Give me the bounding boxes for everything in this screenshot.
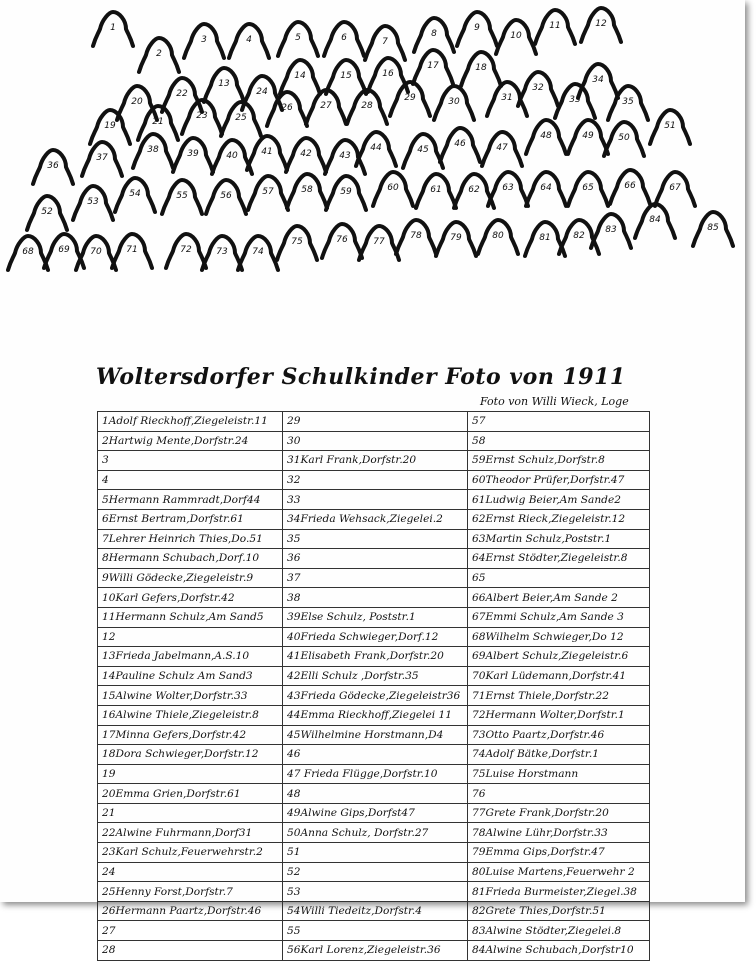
silhouette-number: 14 xyxy=(294,71,306,81)
table-row xyxy=(98,451,650,471)
silhouette-number: 73 xyxy=(216,247,228,257)
table-row xyxy=(98,666,650,686)
silhouette-59 xyxy=(326,176,366,210)
silhouette-number: 11 xyxy=(549,21,561,31)
silhouette-68 xyxy=(8,236,48,270)
table-row xyxy=(98,705,650,725)
silhouette-number: 41 xyxy=(261,147,273,157)
silhouette-79 xyxy=(436,222,476,256)
silhouette-6 xyxy=(324,22,364,56)
table-cell: 50Anna Schulz, Dorfstr.27 xyxy=(283,823,468,843)
table-cell: 75Luise Horstmann xyxy=(468,764,650,784)
silhouette-47 xyxy=(482,132,522,166)
table-row xyxy=(98,823,650,843)
silhouette-11 xyxy=(535,10,575,44)
silhouette-23 xyxy=(182,100,222,134)
table-cell: 36 xyxy=(283,549,468,569)
silhouette-number: 23 xyxy=(196,111,208,121)
silhouette-20 xyxy=(117,86,157,120)
silhouette-1 xyxy=(93,12,133,46)
silhouette-54 xyxy=(115,178,155,212)
table-row xyxy=(98,647,650,667)
table-cell: 57 xyxy=(468,412,650,432)
silhouette-number: 8 xyxy=(431,29,437,39)
table-cell: 82Grete Thies,Dorfstr.51 xyxy=(468,901,650,921)
silhouette-number: 33 xyxy=(569,95,581,105)
silhouette-number: 49 xyxy=(582,131,594,141)
silhouette-number: 59 xyxy=(340,187,352,197)
silhouette-76 xyxy=(322,224,362,258)
silhouette-83 xyxy=(591,214,631,248)
silhouette-46 xyxy=(440,128,480,162)
silhouette-number: 75 xyxy=(291,237,303,247)
silhouette-number: 61 xyxy=(430,185,442,195)
table-row xyxy=(98,588,650,608)
table-cell: 45Wilhelmine Horstmann,D4 xyxy=(283,725,468,745)
table-row xyxy=(98,686,650,706)
silhouette-number: 21 xyxy=(152,117,164,127)
silhouette-9 xyxy=(457,12,497,46)
table-cell: 83Alwine Stödter,Ziegelei.8 xyxy=(468,921,650,941)
silhouette-number: 38 xyxy=(147,145,159,155)
silhouette-number: 54 xyxy=(129,189,141,199)
table-row xyxy=(98,882,650,902)
table-row xyxy=(98,568,650,588)
table-cell: 31Karl Frank,Dorfstr.20 xyxy=(283,451,468,471)
silhouette-number: 74 xyxy=(252,247,264,257)
silhouette-number: 44 xyxy=(370,143,382,153)
table-cell: 5Hermann Rammradt,Dorf44 xyxy=(98,490,283,510)
silhouette-number: 10 xyxy=(510,31,522,41)
table-cell: 53 xyxy=(283,882,468,902)
silhouette-number: 35 xyxy=(622,97,634,107)
table-cell: 11Hermann Schulz,Am Sand5 xyxy=(98,607,283,627)
table-cell: 4 xyxy=(98,470,283,490)
silhouette-number: 64 xyxy=(540,183,552,193)
silhouette-55 xyxy=(162,180,202,214)
silhouette-17 xyxy=(413,50,453,84)
page-title: Woltersdorfer Schulkinder Foto von 1911 xyxy=(96,364,626,390)
table-cell: 65 xyxy=(468,568,650,588)
table-cell: 1Adolf Rieckhoff,Ziegeleistr.11 xyxy=(98,412,283,432)
silhouette-12 xyxy=(581,8,621,42)
table-cell: 13Frieda Jabelmann,A.S.10 xyxy=(98,647,283,667)
table-cell: 69Albert Schulz,Ziegeleistr.6 xyxy=(468,647,650,667)
silhouette-number: 51 xyxy=(664,121,676,131)
silhouette-number: 27 xyxy=(320,101,332,111)
table-cell: 10Karl Gefers,Dorfstr.42 xyxy=(98,588,283,608)
table-cell: 49Alwine Gips,Dorfst47 xyxy=(283,803,468,823)
table-cell: 80Luise Martens,Feuerwehr 2 xyxy=(468,862,650,882)
roster-table xyxy=(97,411,650,961)
photo-credit: Foto von Willi Wieck, Loge xyxy=(480,395,629,408)
table-cell: 17Minna Gefers,Dorfstr.42 xyxy=(98,725,283,745)
table-row xyxy=(98,921,650,941)
silhouette-number: 63 xyxy=(502,183,514,193)
silhouette-number: 76 xyxy=(336,235,348,245)
table-cell: 21 xyxy=(98,803,283,823)
table-cell: 25Henny Forst,Dorfstr.7 xyxy=(98,882,283,902)
table-row xyxy=(98,941,650,961)
table-row xyxy=(98,490,650,510)
silhouette-73 xyxy=(202,236,242,270)
table-cell: 16Alwine Thiele,Ziegeleistr.8 xyxy=(98,705,283,725)
table-cell: 63Martin Schulz,Poststr.1 xyxy=(468,529,650,549)
table-cell: 6Ernst Bertram,Dorfstr.61 xyxy=(98,509,283,529)
silhouette-29 xyxy=(390,82,430,116)
table-cell: 58 xyxy=(468,431,650,451)
table-cell: 54Willi Tiedeitz,Dorfstr.4 xyxy=(283,901,468,921)
silhouette-number: 9 xyxy=(474,23,480,33)
table-cell: 42Elli Schulz ,Dorfstr.35 xyxy=(283,666,468,686)
silhouette-number: 81 xyxy=(539,233,551,243)
silhouette-number: 52 xyxy=(41,207,53,217)
silhouette-number: 80 xyxy=(492,231,504,241)
table-cell: 68Wilhelm Schwieger,Do 12 xyxy=(468,627,650,647)
silhouette-number: 17 xyxy=(427,61,439,71)
table-cell: 47 Frieda Flügge,Dorfstr.10 xyxy=(283,764,468,784)
table-cell: 15Alwine Wolter,Dorfstr.33 xyxy=(98,686,283,706)
silhouette-5 xyxy=(278,22,318,56)
silhouette-number: 53 xyxy=(87,197,99,207)
silhouette-45 xyxy=(403,134,443,168)
silhouette-number: 77 xyxy=(373,237,385,247)
table-cell: 7Lehrer Heinrich Thies,Do.51 xyxy=(98,529,283,549)
silhouette-number: 31 xyxy=(501,93,513,103)
silhouette-number: 82 xyxy=(573,231,585,241)
table-cell: 67Emmi Schulz,Am Sande 3 xyxy=(468,607,650,627)
silhouette-53 xyxy=(73,186,113,220)
silhouette-number: 34 xyxy=(592,75,604,85)
table-cell: 56Karl Lorenz,Ziegeleistr.36 xyxy=(283,941,468,961)
table-cell: 70Karl Lüdemann,Dorfstr.41 xyxy=(468,666,650,686)
table-row xyxy=(98,764,650,784)
silhouette-number: 4 xyxy=(246,35,252,45)
table-row xyxy=(98,901,650,921)
silhouette-number: 7 xyxy=(382,37,388,47)
silhouette-number: 25 xyxy=(235,113,247,123)
silhouette-42 xyxy=(286,138,326,172)
table-cell: 40Frieda Schwieger,Dorf.12 xyxy=(283,627,468,647)
silhouette-71 xyxy=(112,234,152,268)
silhouette-26 xyxy=(267,92,307,126)
table-cell: 81Frieda Burmeister,Ziegel.38 xyxy=(468,882,650,902)
silhouette-number: 47 xyxy=(496,143,508,153)
silhouette-number: 20 xyxy=(131,97,143,107)
silhouette-61 xyxy=(416,174,456,208)
table-cell: 19 xyxy=(98,764,283,784)
table-cell: 3 xyxy=(98,451,283,471)
silhouette-50 xyxy=(604,122,644,156)
silhouette-number: 28 xyxy=(361,101,373,111)
table-cell: 44Emma Rieckhoff,Ziegelei 11 xyxy=(283,705,468,725)
silhouette-number: 1 xyxy=(110,23,116,33)
silhouette-number: 60 xyxy=(387,183,399,193)
table-cell: 64Ernst Stödter,Ziegeleistr.8 xyxy=(468,549,650,569)
silhouette-49 xyxy=(568,120,608,154)
silhouette-number: 13 xyxy=(218,79,230,89)
silhouette-number: 46 xyxy=(454,139,466,149)
silhouette-number: 58 xyxy=(301,185,313,195)
silhouette-77 xyxy=(359,226,399,260)
silhouette-2 xyxy=(139,38,179,72)
table-cell: 22Alwine Fuhrmann,Dorf31 xyxy=(98,823,283,843)
silhouette-number: 79 xyxy=(450,233,462,243)
silhouette-85 xyxy=(693,212,733,246)
table-cell: 59Ernst Schulz,Dorfstr.8 xyxy=(468,451,650,471)
table-cell: 24 xyxy=(98,862,283,882)
silhouette-84 xyxy=(635,204,675,238)
silhouette-number: 5 xyxy=(295,33,301,43)
silhouette-41 xyxy=(247,136,287,170)
table-cell: 32 xyxy=(283,470,468,490)
table-cell: 84Alwine Schubach,Dorfstr10 xyxy=(468,941,650,961)
table-cell: 41Elisabeth Frank,Dorfstr.20 xyxy=(283,647,468,667)
silhouette-number: 22 xyxy=(176,89,188,99)
silhouette-number: 68 xyxy=(22,247,34,257)
silhouette-32 xyxy=(518,72,558,106)
silhouette-number: 84 xyxy=(649,215,661,225)
silhouette-number: 56 xyxy=(220,191,232,201)
table-cell: 28 xyxy=(98,941,283,961)
silhouette-22 xyxy=(162,78,202,112)
silhouette-number: 70 xyxy=(90,247,102,257)
silhouette-57 xyxy=(248,176,288,210)
table-row xyxy=(98,412,650,432)
silhouette-key-diagram xyxy=(0,0,745,300)
table-cell: 30 xyxy=(283,431,468,451)
silhouette-64 xyxy=(526,172,566,206)
silhouette-8 xyxy=(414,18,454,52)
silhouette-18 xyxy=(461,52,501,86)
silhouette-number: 15 xyxy=(340,71,352,81)
silhouette-19 xyxy=(90,110,130,144)
table-row xyxy=(98,784,650,804)
silhouette-51 xyxy=(650,110,690,144)
silhouette-number: 71 xyxy=(126,245,138,255)
silhouette-number: 83 xyxy=(605,225,617,235)
table-row xyxy=(98,843,650,863)
silhouette-number: 72 xyxy=(180,245,192,255)
table-cell: 48 xyxy=(283,784,468,804)
silhouette-number: 43 xyxy=(339,151,351,161)
silhouette-number: 24 xyxy=(256,87,268,97)
silhouette-number: 55 xyxy=(176,191,188,201)
silhouette-number: 39 xyxy=(187,149,199,159)
table-cell: 46 xyxy=(283,745,468,765)
silhouette-number: 30 xyxy=(448,97,460,107)
silhouette-67 xyxy=(655,172,695,206)
silhouette-39 xyxy=(173,138,213,172)
silhouette-number: 50 xyxy=(618,133,630,143)
silhouette-number: 16 xyxy=(382,69,394,79)
table-cell: 35 xyxy=(283,529,468,549)
table-row xyxy=(98,509,650,529)
silhouette-30 xyxy=(434,86,474,120)
silhouette-number: 19 xyxy=(104,121,116,131)
silhouette-52 xyxy=(27,196,67,230)
table-cell: 2Hartwig Mente,Dorfstr.24 xyxy=(98,431,283,451)
table-cell: 51 xyxy=(283,843,468,863)
table-row xyxy=(98,607,650,627)
silhouette-number: 69 xyxy=(58,245,70,255)
silhouette-60 xyxy=(373,172,413,206)
silhouette-10 xyxy=(496,20,536,54)
silhouette-63 xyxy=(488,172,528,206)
silhouette-66 xyxy=(610,170,650,204)
silhouette-33 xyxy=(555,84,595,118)
silhouette-number: 26 xyxy=(281,103,293,113)
silhouette-number: 29 xyxy=(404,93,416,103)
silhouette-number: 66 xyxy=(624,181,636,191)
table-cell: 78Alwine Lühr,Dorfstr.33 xyxy=(468,823,650,843)
silhouette-number: 3 xyxy=(201,35,207,45)
silhouette-number: 32 xyxy=(532,83,544,93)
table-row xyxy=(98,862,650,882)
table-cell: 52 xyxy=(283,862,468,882)
silhouette-15 xyxy=(326,60,366,94)
table-cell: 23Karl Schulz,Feuerwehrstr.2 xyxy=(98,843,283,863)
table-cell: 9Willi Gödecke,Ziegeleistr.9 xyxy=(98,568,283,588)
silhouette-number: 40 xyxy=(226,151,238,161)
silhouette-number: 67 xyxy=(669,183,681,193)
silhouette-58 xyxy=(287,174,327,208)
silhouette-number: 12 xyxy=(595,19,607,29)
table-cell: 61Ludwig Beier,Am Sande2 xyxy=(468,490,650,510)
silhouette-number: 18 xyxy=(475,63,487,73)
silhouette-number: 37 xyxy=(96,153,108,163)
table-cell: 60Theodor Prüfer,Dorfstr.47 xyxy=(468,470,650,490)
table-cell: 66Albert Beier,Am Sande 2 xyxy=(468,588,650,608)
table-row xyxy=(98,470,650,490)
table-cell: 72Hermann Wolter,Dorfstr.1 xyxy=(468,705,650,725)
table-cell: 74Adolf Bätke,Dorfstr.1 xyxy=(468,745,650,765)
silhouette-3 xyxy=(184,24,224,58)
table-cell: 76 xyxy=(468,784,650,804)
table-cell: 8Hermann Schubach,Dorf.10 xyxy=(98,549,283,569)
table-cell: 26Hermann Paartz,Dorfstr.46 xyxy=(98,901,283,921)
table-row xyxy=(98,549,650,569)
table-row xyxy=(98,529,650,549)
silhouette-48 xyxy=(526,120,566,154)
table-cell: 79Emma Gips,Dorfstr.47 xyxy=(468,843,650,863)
table-row xyxy=(98,725,650,745)
table-row xyxy=(98,803,650,823)
silhouette-number: 57 xyxy=(262,187,274,197)
table-cell: 71Ernst Thiele,Dorfstr.22 xyxy=(468,686,650,706)
silhouette-number: 48 xyxy=(540,131,552,141)
silhouette-number: 85 xyxy=(707,223,719,233)
table-cell: 38 xyxy=(283,588,468,608)
table-cell: 73Otto Paartz,Dorfstr.46 xyxy=(468,725,650,745)
silhouette-number: 65 xyxy=(582,183,594,193)
table-cell: 29 xyxy=(283,412,468,432)
table-row xyxy=(98,627,650,647)
silhouette-65 xyxy=(568,172,608,206)
table-cell: 37 xyxy=(283,568,468,588)
silhouette-56 xyxy=(206,180,246,214)
silhouette-number: 6 xyxy=(341,33,347,43)
silhouette-7 xyxy=(365,26,405,60)
table-row xyxy=(98,431,650,451)
table-cell: 33 xyxy=(283,490,468,510)
silhouette-36 xyxy=(33,150,73,184)
table-cell: 55 xyxy=(283,921,468,941)
table-cell: 12 xyxy=(98,627,283,647)
table-cell: 27 xyxy=(98,921,283,941)
silhouette-number: 36 xyxy=(47,161,59,171)
silhouette-13 xyxy=(204,68,244,102)
silhouette-14 xyxy=(280,60,320,94)
table-row xyxy=(98,745,650,765)
silhouette-number: 42 xyxy=(300,149,312,159)
table-cell: 77Grete Frank,Dorfstr.20 xyxy=(468,803,650,823)
silhouette-78 xyxy=(396,220,436,254)
silhouette-37 xyxy=(82,142,122,176)
silhouette-72 xyxy=(166,234,206,268)
silhouette-74 xyxy=(238,236,278,270)
table-cell: 62Ernst Rieck,Ziegeleistr.12 xyxy=(468,509,650,529)
silhouette-number: 2 xyxy=(156,49,162,59)
silhouette-4 xyxy=(229,24,269,58)
silhouette-number: 62 xyxy=(468,185,480,195)
silhouette-75 xyxy=(277,226,317,260)
table-cell: 14Pauline Schulz Am Sand3 xyxy=(98,666,283,686)
silhouette-number: 78 xyxy=(410,231,422,241)
table-cell: 43Frieda Gödecke,Ziegeleistr36 xyxy=(283,686,468,706)
table-cell: 20Emma Grien,Dorfstr.61 xyxy=(98,784,283,804)
silhouette-number: 45 xyxy=(417,145,429,155)
table-cell: 34Frieda Wehsack,Ziegelei.2 xyxy=(283,509,468,529)
silhouette-80 xyxy=(478,220,518,254)
table-cell: 39Else Schulz, Poststr.1 xyxy=(283,607,468,627)
table-cell: 18Dora Schwieger,Dorfstr.12 xyxy=(98,745,283,765)
